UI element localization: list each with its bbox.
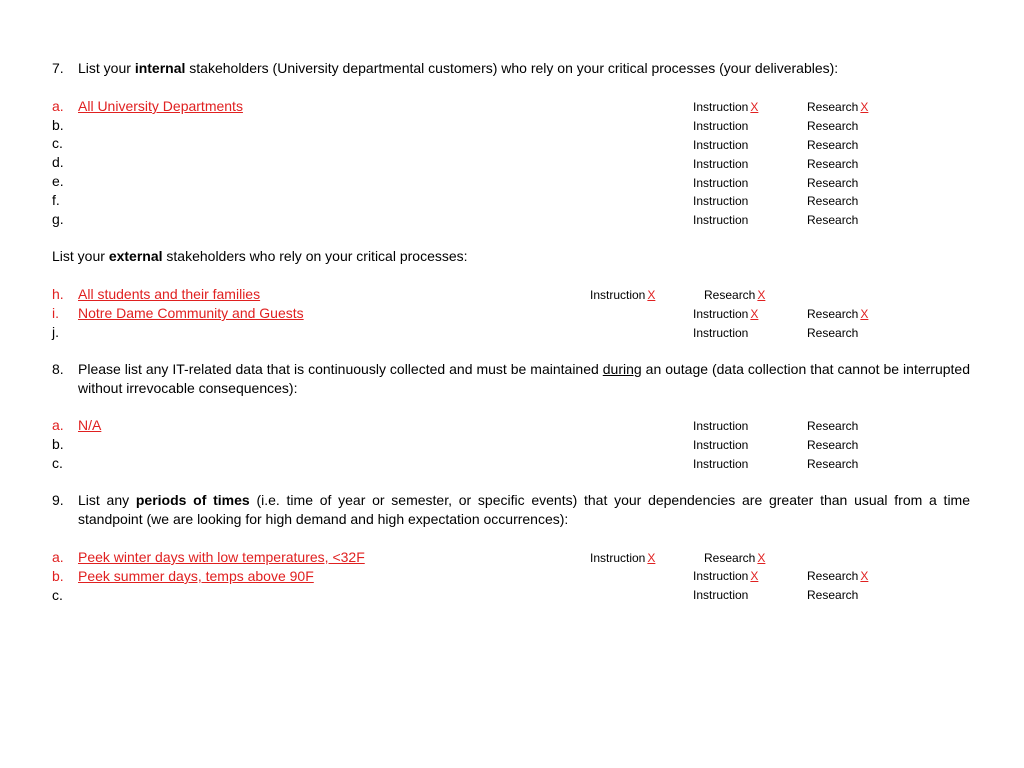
x-mark: X [860,100,869,114]
item-letter: a. [52,98,64,114]
research-mark: Research [807,138,859,152]
item-text: Notre Dame Community and Guests [78,305,304,321]
instruction-mark: Instruction [693,157,749,171]
heading-text: stakeholders who rely on your critical processes: [162,248,468,264]
research-mark: Research [807,457,859,471]
item-letter: b. [52,436,64,452]
question-text: (i.e. time of year or semester, or specific events) that your dependencies are greater than usual from a time standpoint (we are looking for high demand and high expectation occurrences): [78,492,971,527]
item-letter: c. [52,587,63,603]
x-mark: X [750,100,759,114]
instruction-mark: Instruction [693,176,749,190]
question-8 [78,360,970,398]
question-7 [52,59,839,78]
question-number: 7. [52,60,64,76]
research-mark: Research [807,213,859,227]
x-mark: X [647,551,656,565]
question-number: 8. [52,361,64,377]
question-bold: periods of times [135,492,250,508]
instruction-mark: Instruction X [693,569,759,583]
item-text: All University Departments [78,98,243,114]
research-mark: Research [807,176,859,190]
instruction-mark: Instruction [693,326,749,340]
instruction-mark: Instruction X [693,100,759,114]
question-9 [78,491,970,529]
research-mark: Research X [704,288,766,302]
x-mark: X [860,307,869,321]
external-heading [52,247,468,266]
research-mark: Research [807,119,859,133]
instruction-mark: Instruction [693,138,749,152]
item-text: Peek winter days with low temperatures, <32F [78,549,365,565]
item-letter: a. [52,549,64,565]
x-mark: X [750,307,759,321]
item-letter: j. [52,324,59,340]
item-text: All students and their families [78,286,261,302]
item-letter: a. [52,417,64,433]
heading-bold: external [108,248,163,264]
x-mark: X [750,569,759,583]
item-letter: b. [52,568,64,584]
instruction-mark: Instruction X [590,551,656,565]
research-mark: Research [807,157,859,171]
instruction-mark: Instruction X [590,288,656,302]
x-mark: X [860,569,869,583]
instruction-mark: Instruction [693,457,749,471]
item-letter: c. [52,455,63,471]
item-letter: f. [52,192,60,208]
research-mark: Research X [704,551,766,565]
question-text: Please list any IT-related data that is continuously collected and must be maintained [78,361,603,377]
research-mark: Research [807,438,859,452]
item-letter: e. [52,173,64,189]
item-text: N/A [78,417,102,433]
instruction-mark: Instruction X [693,307,759,321]
research-mark: Research X [807,307,869,321]
question-number: 9. [52,492,64,508]
research-mark: Research [807,326,859,340]
instruction-mark: Instruction [693,438,749,452]
research-mark: Research [807,194,859,208]
instruction-mark: Instruction [693,419,749,433]
heading-text: List your [52,248,109,264]
item-letter: c. [52,135,63,151]
question-bold: internal [134,60,186,76]
x-mark: X [647,288,656,302]
x-mark: X [757,288,766,302]
item-letter: h. [52,286,64,302]
question-text: List your [78,60,135,76]
research-mark: Research X [807,569,869,583]
research-mark: Research X [807,100,869,114]
question-text: List any [78,492,136,508]
item-text: Peek summer days, temps above 90F [78,568,314,584]
research-mark: Research [807,419,859,433]
research-mark: Research [807,588,859,602]
instruction-mark: Instruction [693,119,749,133]
x-mark: X [757,551,766,565]
instruction-mark: Instruction [693,194,749,208]
item-letter: b. [52,117,64,133]
question-text: an outage (data collection that cannot be interrupted without irrevocable consequences): [78,361,970,396]
question-underline: during [602,361,642,377]
item-letter: i. [52,305,59,321]
item-letter: d. [52,154,64,170]
instruction-mark: Instruction [693,213,749,227]
item-letter: g. [52,211,64,227]
question-text: stakeholders (University departmental customers) who rely on your critical processes (your deliverables): [185,60,839,76]
instruction-mark: Instruction [693,588,749,602]
